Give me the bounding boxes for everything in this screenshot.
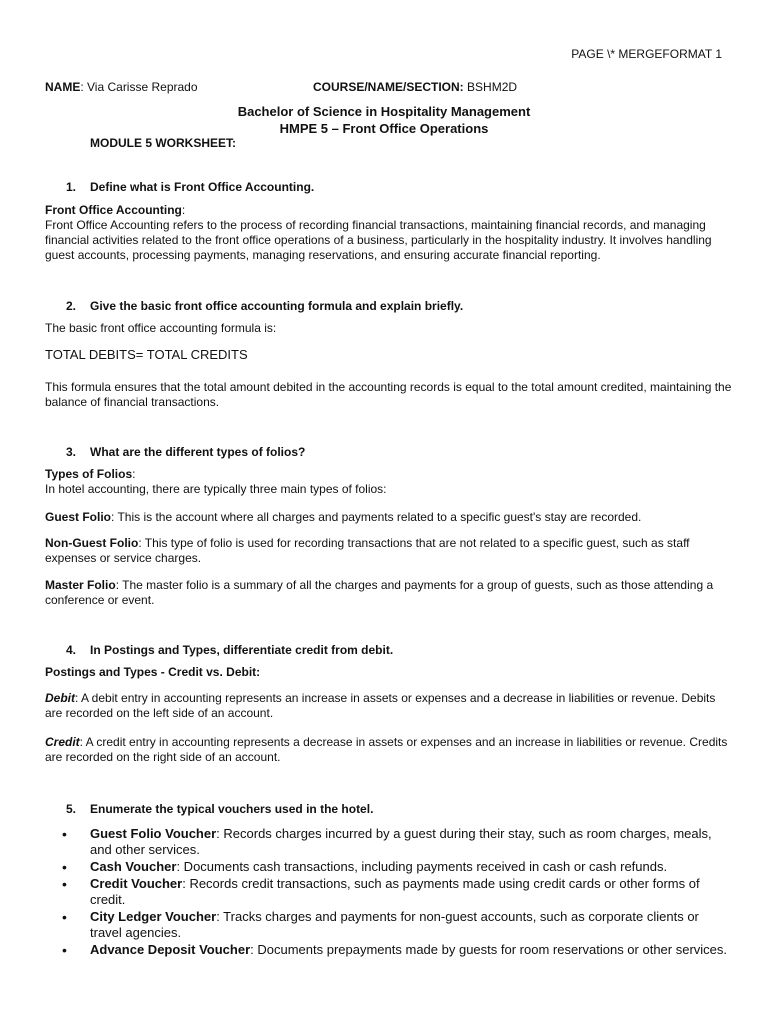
question-number: 4. [66, 643, 77, 657]
question-number: 1. [66, 180, 77, 194]
name-label: NAME [45, 80, 81, 94]
q2-formula: TOTAL DEBITS= TOTAL CREDITS [45, 347, 248, 362]
voucher-term: Credit Voucher [90, 876, 183, 891]
q4-heading [45, 665, 735, 680]
list-item [62, 909, 732, 941]
bullet-icon: • [62, 909, 67, 925]
list-item [62, 826, 732, 858]
question-text: Enumerate the typical vouchers used in the hotel. [90, 802, 374, 816]
posting-item-debit [45, 691, 735, 721]
bullet-icon: • [62, 942, 67, 958]
question-number: 3. [66, 445, 77, 459]
voucher-term: Cash Voucher [90, 859, 177, 874]
bullet-icon: • [62, 859, 67, 875]
bullet-icon: • [62, 876, 67, 892]
q1-answer-text: Front Office Accounting refers to the process of recording financial transactions, maintaining financial records, and managing financial activities related to the front office operations of a business, particularly in the hospitality industry. It involves handling guest accounts, processing payments, managing reservations, and ensuring accurate financial reporting. [45, 218, 712, 262]
folio-text: : This is the account where all charges and payments related to a specific guest's stay are recorded. [111, 510, 642, 524]
voucher-term: Advance Deposit Voucher [90, 942, 251, 957]
list-item [62, 876, 732, 908]
student-name [45, 80, 198, 94]
voucher-text: : Records credit transactions, such as payments made using credit cards or other forms of credit. [90, 876, 700, 907]
folio-text: : The master folio is a summary of all the charges and payments for a group of guests, such as those attending a conference or event. [45, 578, 714, 607]
voucher-text: : Tracks charges and payments for non-guest accounts, such as corporate clients or travel agencies. [90, 909, 699, 940]
folio-term: Guest Folio [45, 510, 111, 524]
page-number-field: PAGE \* MERGEFORMAT 1 [571, 47, 722, 61]
q3-intro-text: In hotel accounting, there are typically three main types of folios: [45, 482, 387, 496]
question-text: What are the different types of folios? [90, 445, 306, 459]
folio-term: Master Folio [45, 578, 116, 592]
question-2 [66, 299, 463, 313]
course-section [313, 80, 517, 94]
folio-term: Non-Guest Folio [45, 536, 139, 550]
voucher-list [62, 826, 732, 959]
question-3 [66, 445, 305, 459]
voucher-term: City Ledger Voucher [90, 909, 217, 924]
posting-term: Debit [45, 691, 75, 705]
question-number: 2. [66, 299, 77, 313]
folio-item [45, 536, 735, 566]
degree-title: Bachelor of Science in Hospitality Management [237, 104, 531, 119]
posting-text: : A credit entry in accounting represents a decrease in assets or expenses and an increase in liabilities or revenue. Credits are recorded on the right side of an account. [45, 735, 728, 764]
question-text: In Postings and Types, differentiate credit from debit. [90, 643, 394, 657]
q3-intro [45, 467, 735, 497]
folio-text: : This type of folio is used for recording transactions that are not related to a specific guest, such as staff expenses or service charges. [45, 536, 690, 565]
question-5 [66, 802, 373, 816]
name-value: : Via Carisse Reprado [80, 80, 198, 94]
course-value: BSHM2D [463, 80, 518, 94]
list-item [62, 942, 732, 958]
question-text: Give the basic front office accounting formula and explain briefly. [90, 299, 464, 313]
question-number: 5. [66, 802, 77, 816]
q2-explanation: This formula ensures that the total amount debited in the accounting records is equal to the total amount credited, maintaining the balance of financial transactions. [45, 380, 732, 409]
posting-text: : A debit entry in accounting represents an increase in assets or expenses and a decrease in liabilities or revenue. Debits are recorded on the left side of an account. [45, 691, 716, 720]
question-4 [66, 643, 393, 657]
voucher-text: : Records charges incurred by a guest during their stay, such as room charges, meals, and other services. [90, 826, 712, 857]
posting-term: Credit [45, 735, 80, 749]
course-title: HMPE 5 – Front Office Operations [279, 121, 489, 136]
voucher-term: Guest Folio Voucher [90, 826, 217, 841]
voucher-text: : Documents cash transactions, including payments received in cash or cash refunds. [176, 859, 668, 874]
posting-item-credit [45, 735, 735, 765]
question-1 [66, 180, 314, 194]
q3-term-colon: : [132, 467, 136, 481]
q4-heading-text: Postings and Types - Credit vs. Debit: [45, 665, 261, 679]
q1-term: Front Office Accounting [45, 203, 182, 217]
folio-item [45, 578, 735, 608]
question-text: Define what is Front Office Accounting. [90, 180, 315, 194]
q3-term: Types of Folios [45, 467, 133, 481]
q1-answer [45, 203, 735, 263]
voucher-text: : Documents prepayments made by guests for room reservations or other services. [250, 942, 728, 957]
folio-item [45, 510, 735, 525]
course-label: COURSE/NAME/SECTION: [313, 80, 464, 94]
q2-intro: The basic front office accounting formula is: [45, 321, 277, 335]
module-title: MODULE 5 WORKSHEET: [90, 136, 237, 150]
bullet-icon: • [62, 826, 67, 842]
list-item [62, 859, 732, 875]
q1-term-colon: : [181, 203, 186, 217]
